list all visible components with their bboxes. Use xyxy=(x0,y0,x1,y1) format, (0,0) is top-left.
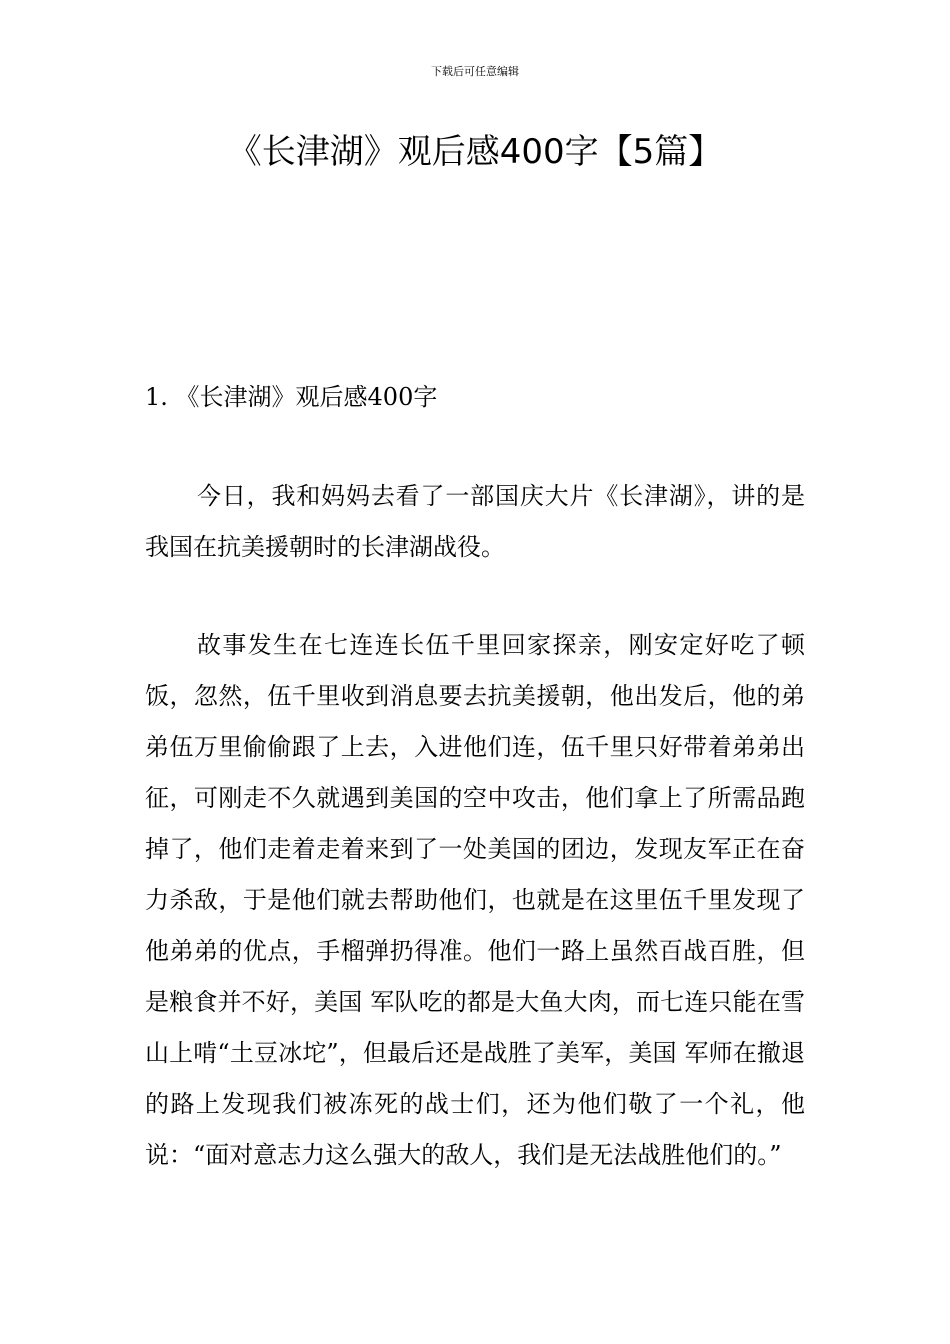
section-heading: 1. 《长津湖》观后感400字 xyxy=(145,383,438,411)
paragraph-intro: 今日，我和妈妈去看了一部国庆大片《长津湖》，讲的是我国在抗美援朝时的长津湖战役。 xyxy=(145,482,805,561)
document-title: 《长津湖》观后感400字【5篇】 xyxy=(227,132,723,172)
paragraph-story: 故事发生在七连连长伍千里回家探亲，刚安定好吃了顿饭，忽然，伍千里收到消息要去抗美援朝，他出发后，他的弟弟伍万里偷偷跟了上去，入进他们连，伍千里只好带着弟弟出征，可刚走不久就遇到美国的空中攻击，他们拿上了所需品跑掉了，他们走着走着来到了一处美国的团边，发现友军正在奋力杀敌，于是他们就去帮助他们，也就是在这里伍千里发现了他弟弟的优点，手榴弹扔得准。他们一路上虽然百战百胜，但是粮食并不好，美国 军队吃的都是大鱼大肉，而七连只能在雪山上啃“土豆冰坨”，但最后还是战胜了美军，美国 军师在撤退的路上发现我们被冻死的战士们，还为他们敬了一个礼，他说：“面对意志力这么强大的敌人，我们是无法战胜他们的。” xyxy=(145,631,805,1169)
header-note: 下载后可任意编辑 xyxy=(431,65,519,78)
document-body xyxy=(145,372,805,1181)
